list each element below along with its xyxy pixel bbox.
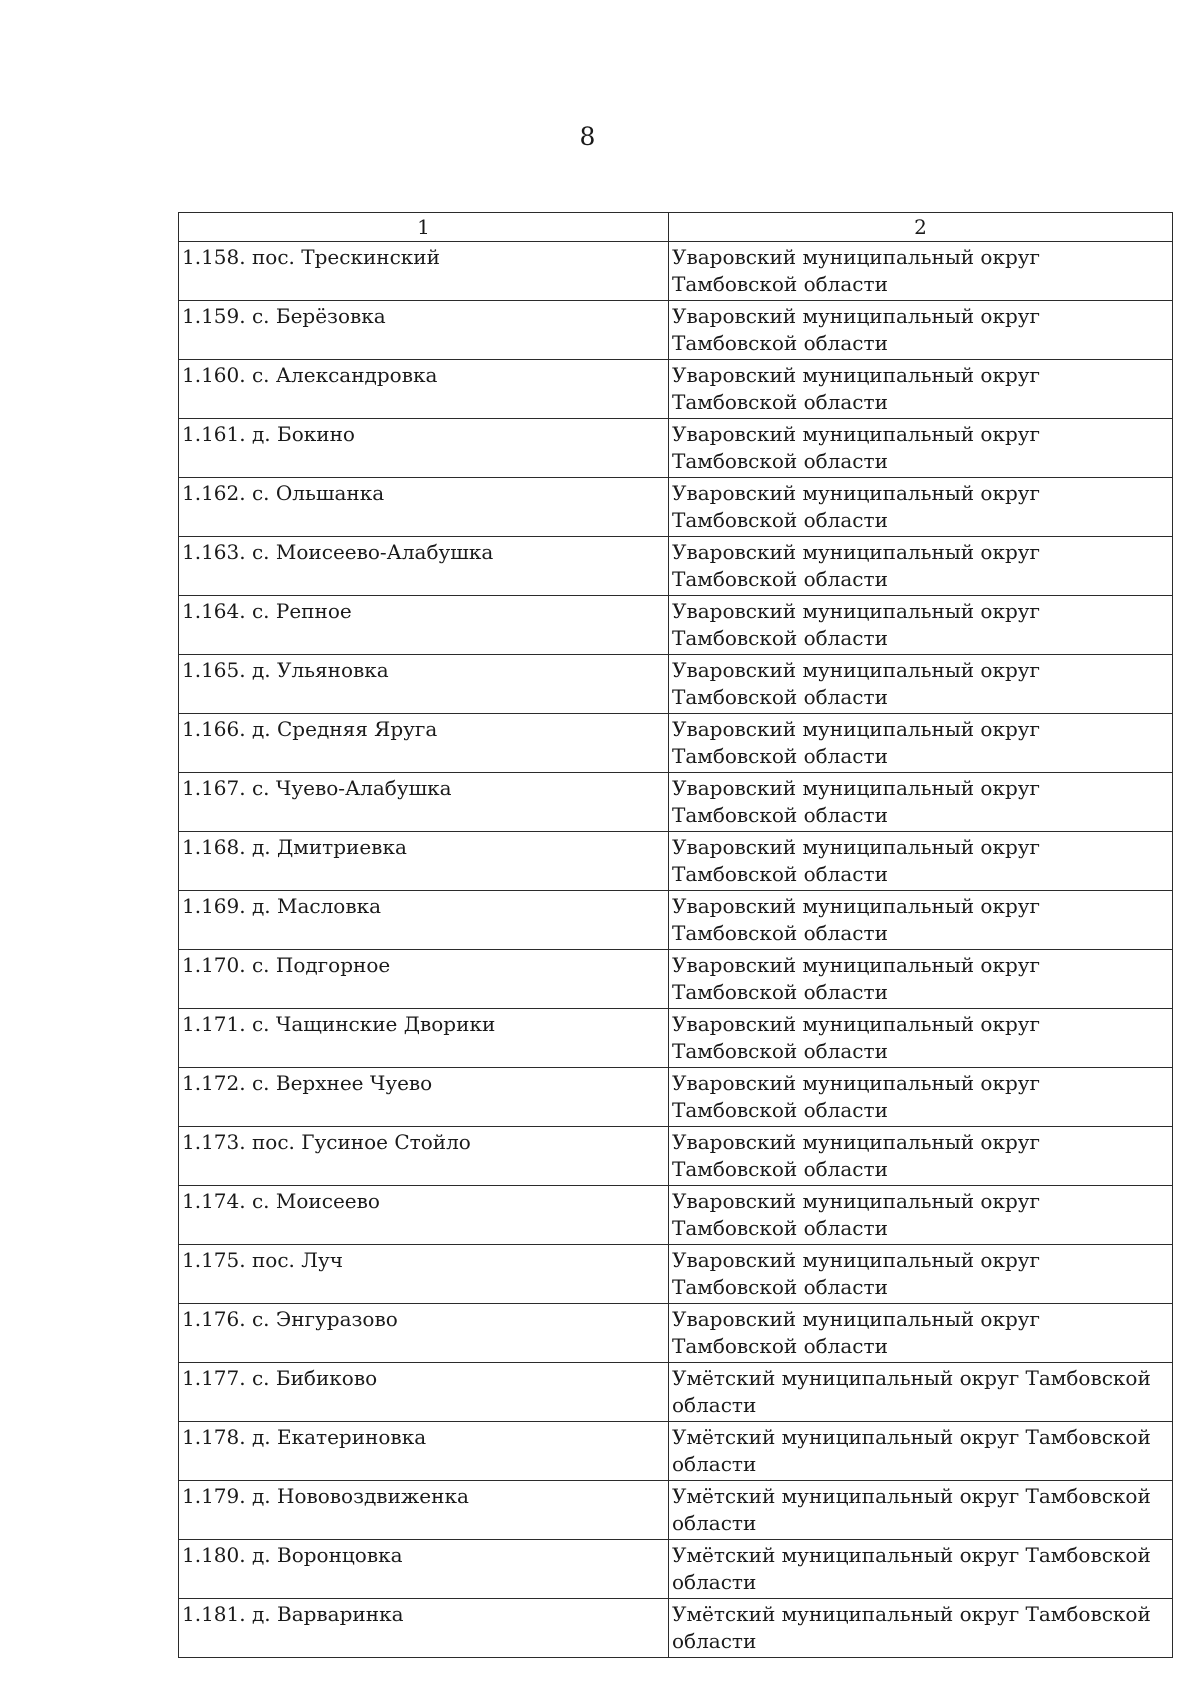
settlement-cell: 1.172. с. Верхнее Чуево: [179, 1068, 669, 1127]
district-cell: Уваровский муниципальный округ Тамбовской области: [669, 242, 1173, 301]
district-cell: Уваровский муниципальный округ Тамбовской области: [669, 773, 1173, 832]
district-cell: Уваровский муниципальный округ Тамбовской области: [669, 714, 1173, 773]
column-header-1: 1: [179, 213, 669, 242]
settlement-cell: 1.179. д. Нововоздвиженка: [179, 1481, 669, 1540]
table-row: [179, 1245, 1173, 1304]
settlement-cell: 1.180. д. Воронцовка: [179, 1540, 669, 1599]
district-cell: Уваровский муниципальный округ Тамбовской области: [669, 1245, 1173, 1304]
settlement-cell: 1.170. с. Подгорное: [179, 950, 669, 1009]
table-row: [179, 1009, 1173, 1068]
district-cell: Уваровский муниципальный округ Тамбовской области: [669, 832, 1173, 891]
district-cell: Уваровский муниципальный округ Тамбовской области: [669, 1127, 1173, 1186]
district-cell: Умётский муниципальный округ Тамбовской области: [669, 1481, 1173, 1540]
table-row: [179, 596, 1173, 655]
settlement-cell: 1.160. с. Александровка: [179, 360, 669, 419]
settlement-cell: 1.161. д. Бокино: [179, 419, 669, 478]
settlement-cell: 1.162. с. Ольшанка: [179, 478, 669, 537]
settlement-cell: 1.163. с. Моисеево-Алабушка: [179, 537, 669, 596]
table-row: [179, 301, 1173, 360]
district-cell: Уваровский муниципальный округ Тамбовской области: [669, 1009, 1173, 1068]
district-cell: Уваровский муниципальный округ Тамбовской области: [669, 478, 1173, 537]
district-cell: Уваровский муниципальный округ Тамбовской области: [669, 537, 1173, 596]
table-row: [179, 1304, 1173, 1363]
table-row: [179, 1422, 1173, 1481]
district-cell: Умётский муниципальный округ Тамбовской области: [669, 1363, 1173, 1422]
district-cell: Умётский муниципальный округ Тамбовской области: [669, 1422, 1173, 1481]
settlements-table: [178, 212, 1173, 1658]
district-cell: Уваровский муниципальный округ Тамбовской области: [669, 360, 1173, 419]
table-row: [179, 950, 1173, 1009]
page-number: 8: [579, 122, 596, 151]
table-row: [179, 360, 1173, 419]
settlement-cell: 1.165. д. Ульяновка: [179, 655, 669, 714]
settlement-cell: 1.177. с. Бибиково: [179, 1363, 669, 1422]
table-row: [179, 1599, 1173, 1658]
settlement-cell: 1.166. д. Средняя Яруга: [179, 714, 669, 773]
table-row: [179, 714, 1173, 773]
district-cell: Уваровский муниципальный округ Тамбовской области: [669, 1068, 1173, 1127]
district-cell: Умётский муниципальный округ Тамбовской области: [669, 1599, 1173, 1658]
settlement-cell: 1.175. пос. Луч: [179, 1245, 669, 1304]
district-cell: Умётский муниципальный округ Тамбовской области: [669, 1540, 1173, 1599]
settlement-cell: 1.181. д. Варваринка: [179, 1599, 669, 1658]
settlement-cell: 1.176. с. Энгуразово: [179, 1304, 669, 1363]
table-row: [179, 419, 1173, 478]
settlement-cell: 1.158. пос. Трескинский: [179, 242, 669, 301]
table-row: [179, 1068, 1173, 1127]
header-row: [179, 213, 1173, 242]
district-cell: Уваровский муниципальный округ Тамбовской области: [669, 301, 1173, 360]
settlement-cell: 1.168. д. Дмитриевка: [179, 832, 669, 891]
settlement-cell: 1.171. с. Чащинские Дворики: [179, 1009, 669, 1068]
table-row: [179, 1186, 1173, 1245]
column-header-2: 2: [669, 213, 1173, 242]
district-cell: Уваровский муниципальный округ Тамбовской области: [669, 419, 1173, 478]
table-row: [179, 832, 1173, 891]
table-row: [179, 1127, 1173, 1186]
settlement-cell: 1.167. с. Чуево-Алабушка: [179, 773, 669, 832]
table-row: [179, 242, 1173, 301]
district-cell: Уваровский муниципальный округ Тамбовской области: [669, 1304, 1173, 1363]
table-row: [179, 1363, 1173, 1422]
district-cell: Уваровский муниципальный округ Тамбовской области: [669, 655, 1173, 714]
table-body: [179, 242, 1173, 1658]
table-row: [179, 478, 1173, 537]
table-row: [179, 891, 1173, 950]
district-cell: Уваровский муниципальный округ Тамбовской области: [669, 891, 1173, 950]
settlement-cell: 1.159. с. Берёзовка: [179, 301, 669, 360]
table-row: [179, 773, 1173, 832]
district-cell: Уваровский муниципальный округ Тамбовской области: [669, 1186, 1173, 1245]
table-row: [179, 655, 1173, 714]
settlement-cell: 1.174. с. Моисеево: [179, 1186, 669, 1245]
settlement-cell: 1.169. д. Масловка: [179, 891, 669, 950]
settlement-cell: 1.164. с. Репное: [179, 596, 669, 655]
district-cell: Уваровский муниципальный округ Тамбовской области: [669, 950, 1173, 1009]
table-row: [179, 537, 1173, 596]
settlement-cell: 1.173. пос. Гусиное Стойло: [179, 1127, 669, 1186]
settlement-cell: 1.178. д. Екатериновка: [179, 1422, 669, 1481]
table-row: [179, 1481, 1173, 1540]
district-cell: Уваровский муниципальный округ Тамбовской области: [669, 596, 1173, 655]
table-row: [179, 1540, 1173, 1599]
